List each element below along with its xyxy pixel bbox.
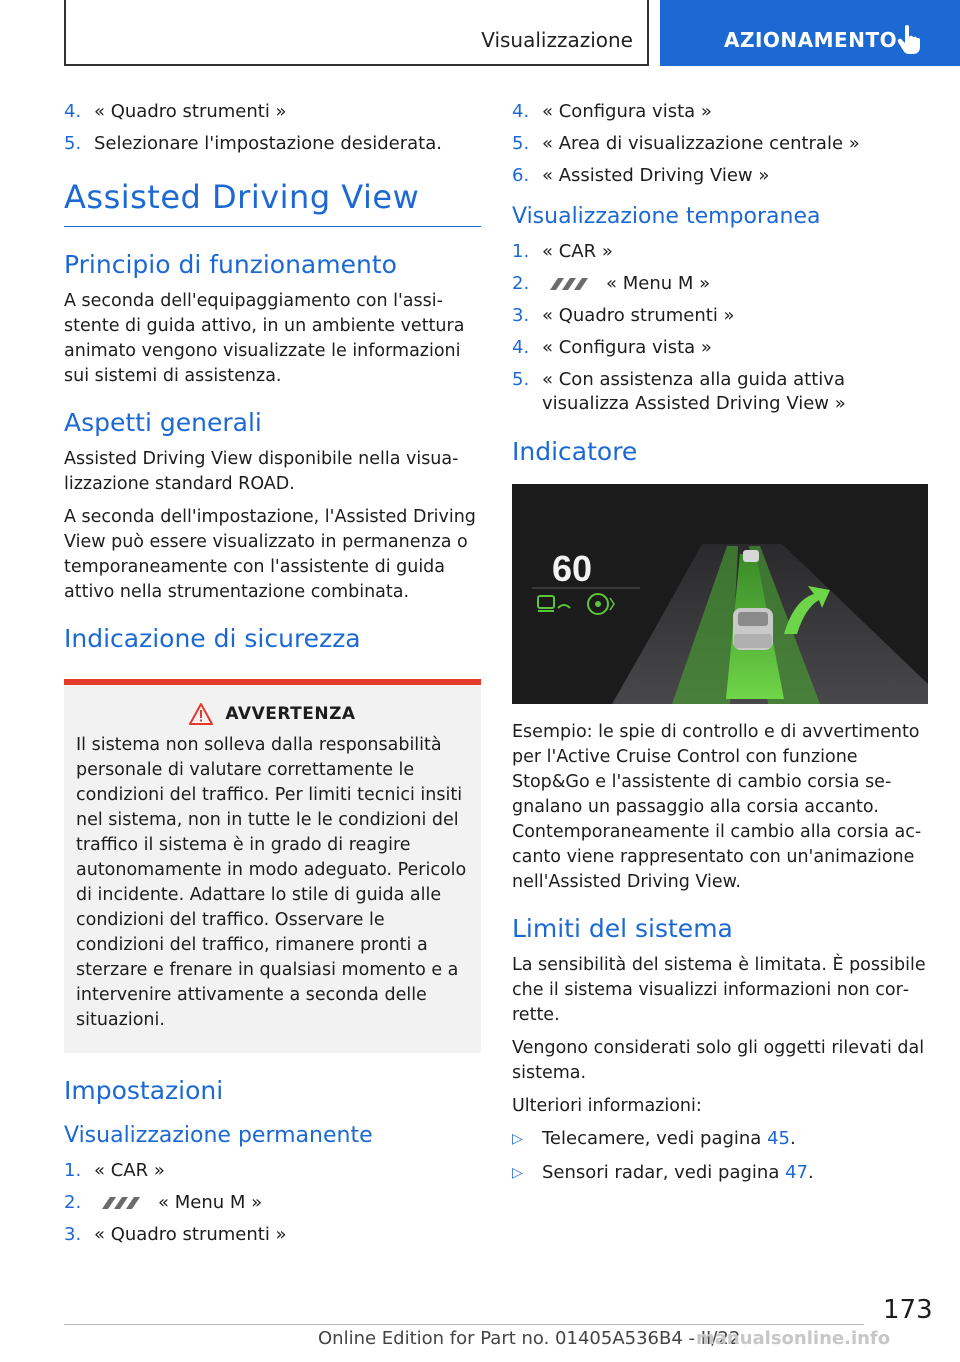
footer-divider bbox=[64, 1324, 864, 1325]
heading-principio: Principio di funzionamento bbox=[64, 250, 397, 279]
step-number: 3. bbox=[64, 1224, 82, 1245]
heading-limiti: Limiti del sistema bbox=[512, 914, 733, 943]
indicatore-caption: Esempio: le spie di controllo e di avvertimento per l'Active Cruise Control con funzione Stop&Go e l'assistente di cambio corsia segnalano un passaggio alla corsia accanto. Contemporaneamente il cambio alla corsia accanto viene rappresentato con un'animazione nell'Assisted Driving View. bbox=[512, 722, 922, 892]
principio-text: A seconda dell'equipaggiamento con l'assistente di guida attivo, in un ambiente vettura animato vengono visualizzate le informazioni sui sistemi di assistenza. bbox=[64, 291, 465, 386]
reference-text: Sensori radar, vedi pagina bbox=[542, 1162, 786, 1183]
step-text: « Quadro strumenti » bbox=[94, 101, 287, 122]
step-number: 3. bbox=[512, 305, 530, 326]
step-text: « Configura vista » bbox=[542, 337, 712, 358]
step-text: « Quadro strumenti » bbox=[542, 305, 735, 326]
page-link-45[interactable]: 45 bbox=[767, 1128, 790, 1149]
list-item bbox=[64, 1159, 481, 1183]
page-link-47[interactable]: 47 bbox=[785, 1162, 808, 1183]
step-number: 4. bbox=[64, 101, 82, 122]
page-title: Assisted Driving View bbox=[64, 168, 481, 227]
list-item bbox=[512, 240, 930, 264]
limiti-text-3: Ulteriori informazioni: bbox=[512, 1096, 702, 1116]
step-number: 5. bbox=[64, 133, 82, 154]
header-section-title: Visualizzazione bbox=[481, 28, 633, 52]
step-number: 6. bbox=[512, 165, 530, 186]
limiti-text-1: La sensibilità del sistema è limitata. È possibile che il sistema visualizzi informazioni non corrette. bbox=[512, 955, 926, 1025]
warning-title-row bbox=[76, 703, 469, 725]
aspetti-text-2: A seconda dell'impostazione, l'Assisted Driving View può essere visualizzato in permanenza o temporaneamente con l'assistente di guida attivo nella strumentazione combinata. bbox=[64, 507, 476, 602]
list-item bbox=[64, 1191, 481, 1215]
step-text: « CAR » bbox=[94, 1160, 165, 1181]
header-chapter-title: AZIONAMENTO bbox=[724, 28, 898, 52]
speed-readout: 60 bbox=[552, 548, 593, 589]
aspetti-text-1: Assisted Driving View disponibile nella visualizzazione standard ROAD. bbox=[64, 449, 459, 494]
heading-aspetti: Aspetti generali bbox=[64, 408, 262, 437]
m-menu-icon bbox=[542, 277, 592, 291]
heading-impostazioni: Impostazioni bbox=[64, 1076, 224, 1105]
step-text: Selezionare l'impostazione desiderata. bbox=[94, 133, 442, 154]
list-item bbox=[64, 100, 481, 124]
footer-watermark: manualsonline.info bbox=[696, 1328, 891, 1349]
list-item bbox=[64, 132, 481, 156]
step-text: « CAR » bbox=[542, 241, 613, 262]
heading-permanente: Visualizzazione permanente bbox=[64, 1123, 373, 1148]
list-item bbox=[512, 368, 930, 416]
references-list bbox=[512, 1127, 930, 1185]
step-number: 5. bbox=[512, 133, 530, 154]
step-text: « Menu M » bbox=[606, 273, 711, 294]
left-column bbox=[64, 100, 481, 1255]
step-text: « Configura vista » bbox=[542, 101, 712, 122]
step-number: 5. bbox=[512, 369, 530, 390]
steps-list-temporanea bbox=[512, 240, 930, 416]
step-number: 1. bbox=[64, 1160, 82, 1181]
warning-box bbox=[64, 679, 481, 1053]
list-item bbox=[64, 1223, 481, 1247]
ego-vehicle bbox=[733, 608, 773, 650]
step-number: 4. bbox=[512, 337, 530, 358]
triangle-bullet-icon: ▷ bbox=[512, 1165, 523, 1181]
footer-edition: Online Edition for Part no. 01405A536B4 - II/22 bbox=[318, 1328, 741, 1349]
m-menu-icon bbox=[94, 1196, 144, 1210]
step-number: 2. bbox=[512, 273, 530, 294]
list-item bbox=[512, 164, 930, 188]
limiti-text-2: Vengono considerati solo gli oggetti rilevati dal sistema. bbox=[512, 1038, 925, 1083]
heading-indicatore: Indicatore bbox=[512, 437, 638, 466]
header-section-box bbox=[64, 0, 649, 66]
triangle-bullet-icon: ▷ bbox=[512, 1131, 523, 1147]
steps-list-permanente bbox=[64, 1159, 481, 1247]
warning-title: AVVERTENZA bbox=[225, 704, 356, 724]
step-text: « Menu M » bbox=[158, 1192, 263, 1213]
step-text: « Area di visualizzazione centrale » bbox=[542, 133, 860, 154]
heading-temporanea: Visualizzazione temporanea bbox=[512, 204, 821, 229]
step-text: « Quadro strumenti » bbox=[94, 1224, 287, 1245]
steps-list-top-left bbox=[64, 100, 481, 156]
list-item bbox=[512, 132, 930, 156]
assisted-driving-view-figure bbox=[512, 484, 928, 704]
list-item bbox=[512, 304, 930, 328]
step-number: 4. bbox=[512, 101, 530, 122]
list-item bbox=[512, 1161, 930, 1185]
warning-text: Il sistema non solleva dalla responsabilità personale di valutare correttamente le condizioni del traffico. Per limiti tecnici insiti nel sistema, non in tutte le le condizioni del traffico il sistema è in grado di reagire autonomamente in modo adeguato. Pericolo di incidente. Adattare lo stile di guida alle condizioni del traffico. Osservare le condizioni del traffico, rimanere pronti a sterzare e frenare in qualsiasi momento e a intervenire attivamente a seconda delle situazioni. bbox=[76, 735, 467, 1030]
steps-list-top-right bbox=[512, 100, 930, 188]
list-item bbox=[512, 336, 930, 360]
driving-view-illustration bbox=[512, 484, 928, 704]
lead-vehicle bbox=[743, 550, 759, 562]
page-number: 173 bbox=[883, 1295, 933, 1325]
heading-sicurezza: Indicazione di sicurezza bbox=[64, 624, 361, 653]
warning-triangle-icon bbox=[189, 703, 213, 725]
hand-pointer-icon bbox=[896, 24, 922, 54]
list-item bbox=[512, 100, 930, 124]
reference-end: . bbox=[789, 1128, 796, 1149]
list-item bbox=[512, 1127, 930, 1151]
list-item bbox=[512, 272, 930, 296]
step-number: 1. bbox=[512, 241, 530, 262]
reference-text: Telecamere, vedi pagina bbox=[542, 1128, 768, 1149]
header-chapter-box bbox=[660, 0, 960, 66]
step-text: « Con assistenza alla guida attiva visualizza Assisted Driving View » bbox=[542, 369, 846, 414]
step-number: 2. bbox=[64, 1192, 82, 1213]
step-text: « Assisted Driving View » bbox=[542, 165, 770, 186]
right-column bbox=[512, 100, 930, 1195]
reference-end: . bbox=[807, 1162, 814, 1183]
